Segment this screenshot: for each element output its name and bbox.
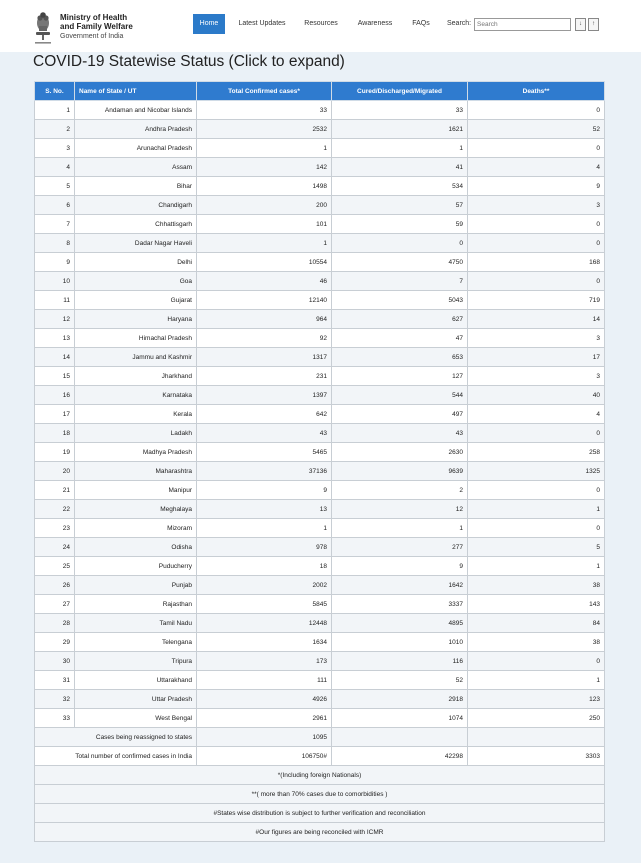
cell-sno: 21	[35, 481, 75, 500]
cell-confirmed: 9	[197, 481, 332, 500]
cell-cured: 4895	[332, 614, 468, 633]
cell-deaths: 123	[468, 690, 605, 709]
cell-sno: 18	[35, 424, 75, 443]
cell-deaths: 0	[468, 101, 605, 120]
cell-state-name: Mizoram	[75, 519, 197, 538]
cell-sno: 15	[35, 367, 75, 386]
cell-state-name: Haryana	[75, 310, 197, 329]
cell-cured: 1621	[332, 120, 468, 139]
cell-cured: 9	[332, 557, 468, 576]
cell-sno: 7	[35, 215, 75, 234]
cell-confirmed: 5465	[197, 443, 332, 462]
site-header	[0, 0, 641, 52]
cell-confirmed: 173	[197, 652, 332, 671]
table-row[interactable]	[35, 633, 605, 652]
table-row[interactable]	[35, 443, 605, 462]
cell-sno: 24	[35, 538, 75, 557]
cell-state-name: Ladakh	[75, 424, 197, 443]
cell-sno: 13	[35, 329, 75, 348]
cell-confirmed: 1	[197, 234, 332, 253]
cell-state-name: Manipur	[75, 481, 197, 500]
font-increase-button[interactable]: ↑	[588, 18, 599, 31]
table-row[interactable]	[35, 671, 605, 690]
cell-cured: 1	[332, 139, 468, 158]
col-header-deaths: Deaths**	[468, 82, 605, 101]
footnote-text: #States wise distribution is subject to further verification and reconciliation	[35, 804, 605, 823]
cell-sno: 26	[35, 576, 75, 595]
cell-deaths: 17	[468, 348, 605, 367]
cell-state-name: Tamil Nadu	[75, 614, 197, 633]
cell-deaths: 0	[468, 424, 605, 443]
table-row[interactable]	[35, 538, 605, 557]
cell-deaths: 168	[468, 253, 605, 272]
cell-cured: 1642	[332, 576, 468, 595]
cell-sno: 3	[35, 139, 75, 158]
cell-confirmed: 46	[197, 272, 332, 291]
cell-confirmed: 43	[197, 424, 332, 443]
footnote-row	[35, 766, 605, 785]
cell-confirmed: 231	[197, 367, 332, 386]
cell-state-name: Tripura	[75, 652, 197, 671]
page-title[interactable]: COVID-19 Statewise Status (Click to expand)	[33, 53, 345, 70]
cell-cured: 127	[332, 367, 468, 386]
cell-deaths: 143	[468, 595, 605, 614]
cell-cured: 1	[332, 519, 468, 538]
table-row[interactable]	[35, 576, 605, 595]
total-cured: 42298	[332, 747, 468, 766]
cell-confirmed: 101	[197, 215, 332, 234]
cell-state-name: Chhattisgarh	[75, 215, 197, 234]
table-row[interactable]	[35, 462, 605, 481]
reassign-confirmed: 1095	[197, 728, 332, 747]
cell-sno: 25	[35, 557, 75, 576]
reassign-label: Cases being reassigned to states	[35, 728, 197, 747]
table-row[interactable]	[35, 367, 605, 386]
cell-confirmed: 2532	[197, 120, 332, 139]
cell-state-name: Arunachal Pradesh	[75, 139, 197, 158]
ministry-line-1: Ministry of Health	[60, 13, 128, 22]
cell-confirmed: 1397	[197, 386, 332, 405]
table-row[interactable]	[35, 272, 605, 291]
cell-confirmed: 964	[197, 310, 332, 329]
nav-latest-updates[interactable]: Latest Updates	[238, 20, 286, 27]
total-confirmed: 106750#	[197, 747, 332, 766]
table-row[interactable]	[35, 196, 605, 215]
cell-deaths: 52	[468, 120, 605, 139]
cell-state-name: Rajasthan	[75, 595, 197, 614]
cell-deaths: 1	[468, 557, 605, 576]
col-header-sno: S. No.	[35, 82, 75, 101]
cell-confirmed: 200	[197, 196, 332, 215]
cell-sno: 22	[35, 500, 75, 519]
table-row[interactable]	[35, 519, 605, 538]
nav-home[interactable]: Home	[193, 14, 225, 34]
footnote-text: #Our figures are being reconciled with ICMR	[35, 823, 605, 842]
table-row[interactable]	[35, 424, 605, 443]
ministry-name[interactable]	[60, 13, 133, 41]
cell-state-name: Jammu and Kashmir	[75, 348, 197, 367]
cell-cured: 1010	[332, 633, 468, 652]
cell-state-name: Meghalaya	[75, 500, 197, 519]
table-row[interactable]	[35, 215, 605, 234]
cell-sno: 20	[35, 462, 75, 481]
cell-cured: 47	[332, 329, 468, 348]
cell-deaths: 0	[468, 272, 605, 291]
cell-sno: 11	[35, 291, 75, 310]
table-row[interactable]	[35, 158, 605, 177]
cell-deaths: 1325	[468, 462, 605, 481]
cell-confirmed: 142	[197, 158, 332, 177]
cell-cured: 41	[332, 158, 468, 177]
cell-confirmed: 1317	[197, 348, 332, 367]
cell-sno: 19	[35, 443, 75, 462]
cell-state-name: Odisha	[75, 538, 197, 557]
table-row[interactable]	[35, 481, 605, 500]
cell-sno: 16	[35, 386, 75, 405]
cell-sno: 23	[35, 519, 75, 538]
cell-state-name: Uttarakhand	[75, 671, 197, 690]
cell-confirmed: 642	[197, 405, 332, 424]
cell-deaths: 4	[468, 158, 605, 177]
ministry-line-2: and Family Welfare	[60, 22, 133, 31]
cell-state-name: Karnataka	[75, 386, 197, 405]
cell-deaths: 9	[468, 177, 605, 196]
cell-sno: 31	[35, 671, 75, 690]
nav-awareness[interactable]: Awareness	[357, 20, 393, 27]
ministry-line-3: Government of India	[60, 33, 124, 40]
footnote-row	[35, 823, 605, 842]
table-row[interactable]	[35, 139, 605, 158]
cell-sno: 14	[35, 348, 75, 367]
cell-deaths: 40	[468, 386, 605, 405]
cell-state-name: Dadar Nagar Haveli	[75, 234, 197, 253]
table-row[interactable]	[35, 652, 605, 671]
cell-cured: 277	[332, 538, 468, 557]
cell-deaths: 0	[468, 234, 605, 253]
cell-cured: 57	[332, 196, 468, 215]
table-row[interactable]	[35, 101, 605, 120]
cell-deaths: 250	[468, 709, 605, 728]
cell-deaths: 3	[468, 329, 605, 348]
cell-confirmed: 978	[197, 538, 332, 557]
cell-deaths: 1	[468, 500, 605, 519]
cell-confirmed: 13	[197, 500, 332, 519]
reassign-cured-empty	[332, 728, 468, 747]
cell-deaths: 0	[468, 652, 605, 671]
cell-cured: 2918	[332, 690, 468, 709]
table-row[interactable]	[35, 709, 605, 728]
cell-deaths: 258	[468, 443, 605, 462]
cell-sno: 8	[35, 234, 75, 253]
cell-deaths: 0	[468, 139, 605, 158]
cell-confirmed: 2002	[197, 576, 332, 595]
table-row[interactable]	[35, 253, 605, 272]
cell-cured: 0	[332, 234, 468, 253]
search-label: Search:	[447, 20, 472, 27]
cell-cured: 12	[332, 500, 468, 519]
cell-sno: 4	[35, 158, 75, 177]
cell-state-name: Gujarat	[75, 291, 197, 310]
cell-state-name: Delhi	[75, 253, 197, 272]
col-header-name: Name of State / UT	[75, 82, 197, 101]
cell-cured: 2	[332, 481, 468, 500]
cell-deaths: 0	[468, 215, 605, 234]
cell-sno: 2	[35, 120, 75, 139]
cell-sno: 30	[35, 652, 75, 671]
cell-sno: 10	[35, 272, 75, 291]
cell-cured: 4750	[332, 253, 468, 272]
cell-sno: 1	[35, 101, 75, 120]
cell-state-name: Himachal Pradesh	[75, 329, 197, 348]
cell-sno: 29	[35, 633, 75, 652]
cell-deaths: 719	[468, 291, 605, 310]
cell-confirmed: 2961	[197, 709, 332, 728]
font-decrease-button[interactable]: ↓	[575, 18, 586, 31]
national-emblem-icon	[32, 8, 54, 46]
cell-confirmed: 1	[197, 139, 332, 158]
reassign-row	[35, 728, 605, 747]
table-row[interactable]	[35, 291, 605, 310]
table-row[interactable]	[35, 329, 605, 348]
cell-confirmed: 1634	[197, 633, 332, 652]
cell-confirmed: 92	[197, 329, 332, 348]
cell-cured: 43	[332, 424, 468, 443]
cell-state-name: Maharashtra	[75, 462, 197, 481]
nav-resources[interactable]: Resources	[304, 20, 338, 27]
cell-sno: 17	[35, 405, 75, 424]
cell-sno: 33	[35, 709, 75, 728]
cell-confirmed: 33	[197, 101, 332, 120]
col-header-confirmed: Total Confirmed cases*	[197, 82, 332, 101]
total-row	[35, 747, 605, 766]
table-row[interactable]	[35, 595, 605, 614]
total-label: Total number of confirmed cases in India	[35, 747, 197, 766]
cell-confirmed: 10554	[197, 253, 332, 272]
cell-confirmed: 111	[197, 671, 332, 690]
cell-confirmed: 1498	[197, 177, 332, 196]
cell-cured: 653	[332, 348, 468, 367]
cell-deaths: 0	[468, 519, 605, 538]
cell-state-name: Kerala	[75, 405, 197, 424]
cell-confirmed: 1	[197, 519, 332, 538]
cell-state-name: Chandigarh	[75, 196, 197, 215]
table-row[interactable]	[35, 500, 605, 519]
cell-sno: 27	[35, 595, 75, 614]
cell-state-name: Punjab	[75, 576, 197, 595]
search-input[interactable]	[474, 18, 571, 31]
cell-state-name: Goa	[75, 272, 197, 291]
cell-state-name: Telengana	[75, 633, 197, 652]
cell-cured: 2630	[332, 443, 468, 462]
cell-sno: 12	[35, 310, 75, 329]
cell-confirmed: 37136	[197, 462, 332, 481]
cell-deaths: 84	[468, 614, 605, 633]
nav-faqs[interactable]: FAQs	[412, 20, 430, 27]
cell-cured: 497	[332, 405, 468, 424]
cell-state-name: Jharkhand	[75, 367, 197, 386]
footnote-row	[35, 785, 605, 804]
cell-state-name: West Bengal	[75, 709, 197, 728]
table-row[interactable]	[35, 557, 605, 576]
cell-deaths: 38	[468, 633, 605, 652]
table-row[interactable]	[35, 310, 605, 329]
cell-cured: 7	[332, 272, 468, 291]
cell-cured: 534	[332, 177, 468, 196]
table-row[interactable]	[35, 177, 605, 196]
table-row[interactable]	[35, 348, 605, 367]
statewise-table	[34, 81, 605, 842]
cell-confirmed: 12448	[197, 614, 332, 633]
cell-cured: 627	[332, 310, 468, 329]
cell-deaths: 1	[468, 671, 605, 690]
cell-cured: 3337	[332, 595, 468, 614]
cell-confirmed: 5845	[197, 595, 332, 614]
cell-deaths: 14	[468, 310, 605, 329]
cell-state-name: Madhya Pradesh	[75, 443, 197, 462]
cell-cured: 1074	[332, 709, 468, 728]
cell-sno: 5	[35, 177, 75, 196]
col-header-cured: Cured/Discharged/Migrated	[332, 82, 468, 101]
table-body	[35, 101, 605, 842]
cell-state-name: Andhra Pradesh	[75, 120, 197, 139]
total-deaths: 3303	[468, 747, 605, 766]
cell-confirmed: 18	[197, 557, 332, 576]
reassign-deaths-empty	[468, 728, 605, 747]
cell-sno: 6	[35, 196, 75, 215]
cell-state-name: Uttar Pradesh	[75, 690, 197, 709]
table-header-row	[35, 82, 605, 101]
cell-state-name: Bihar	[75, 177, 197, 196]
cell-deaths: 3	[468, 196, 605, 215]
cell-deaths: 0	[468, 481, 605, 500]
cell-deaths: 38	[468, 576, 605, 595]
cell-state-name: Assam	[75, 158, 197, 177]
cell-cured: 5043	[332, 291, 468, 310]
cell-deaths: 5	[468, 538, 605, 557]
cell-cured: 9639	[332, 462, 468, 481]
table-row[interactable]	[35, 386, 605, 405]
cell-deaths: 3	[468, 367, 605, 386]
cell-confirmed: 4926	[197, 690, 332, 709]
table-row[interactable]	[35, 405, 605, 424]
cell-confirmed: 12140	[197, 291, 332, 310]
cell-cured: 116	[332, 652, 468, 671]
cell-cured: 59	[332, 215, 468, 234]
cell-cured: 33	[332, 101, 468, 120]
footnote-row	[35, 804, 605, 823]
cell-state-name: Puducherry	[75, 557, 197, 576]
cell-cured: 544	[332, 386, 468, 405]
cell-sno: 9	[35, 253, 75, 272]
footnote-text: **( more than 70% cases due to comorbidities )	[35, 785, 605, 804]
cell-state-name: Andaman and Nicobar Islands	[75, 101, 197, 120]
table-row[interactable]	[35, 690, 605, 709]
cell-deaths: 4	[468, 405, 605, 424]
table-row[interactable]	[35, 234, 605, 253]
footnote-text: *(Including foreign Nationals)	[35, 766, 605, 785]
cell-sno: 28	[35, 614, 75, 633]
cell-cured: 52	[332, 671, 468, 690]
table-row[interactable]	[35, 120, 605, 139]
cell-sno: 32	[35, 690, 75, 709]
table-row[interactable]	[35, 614, 605, 633]
